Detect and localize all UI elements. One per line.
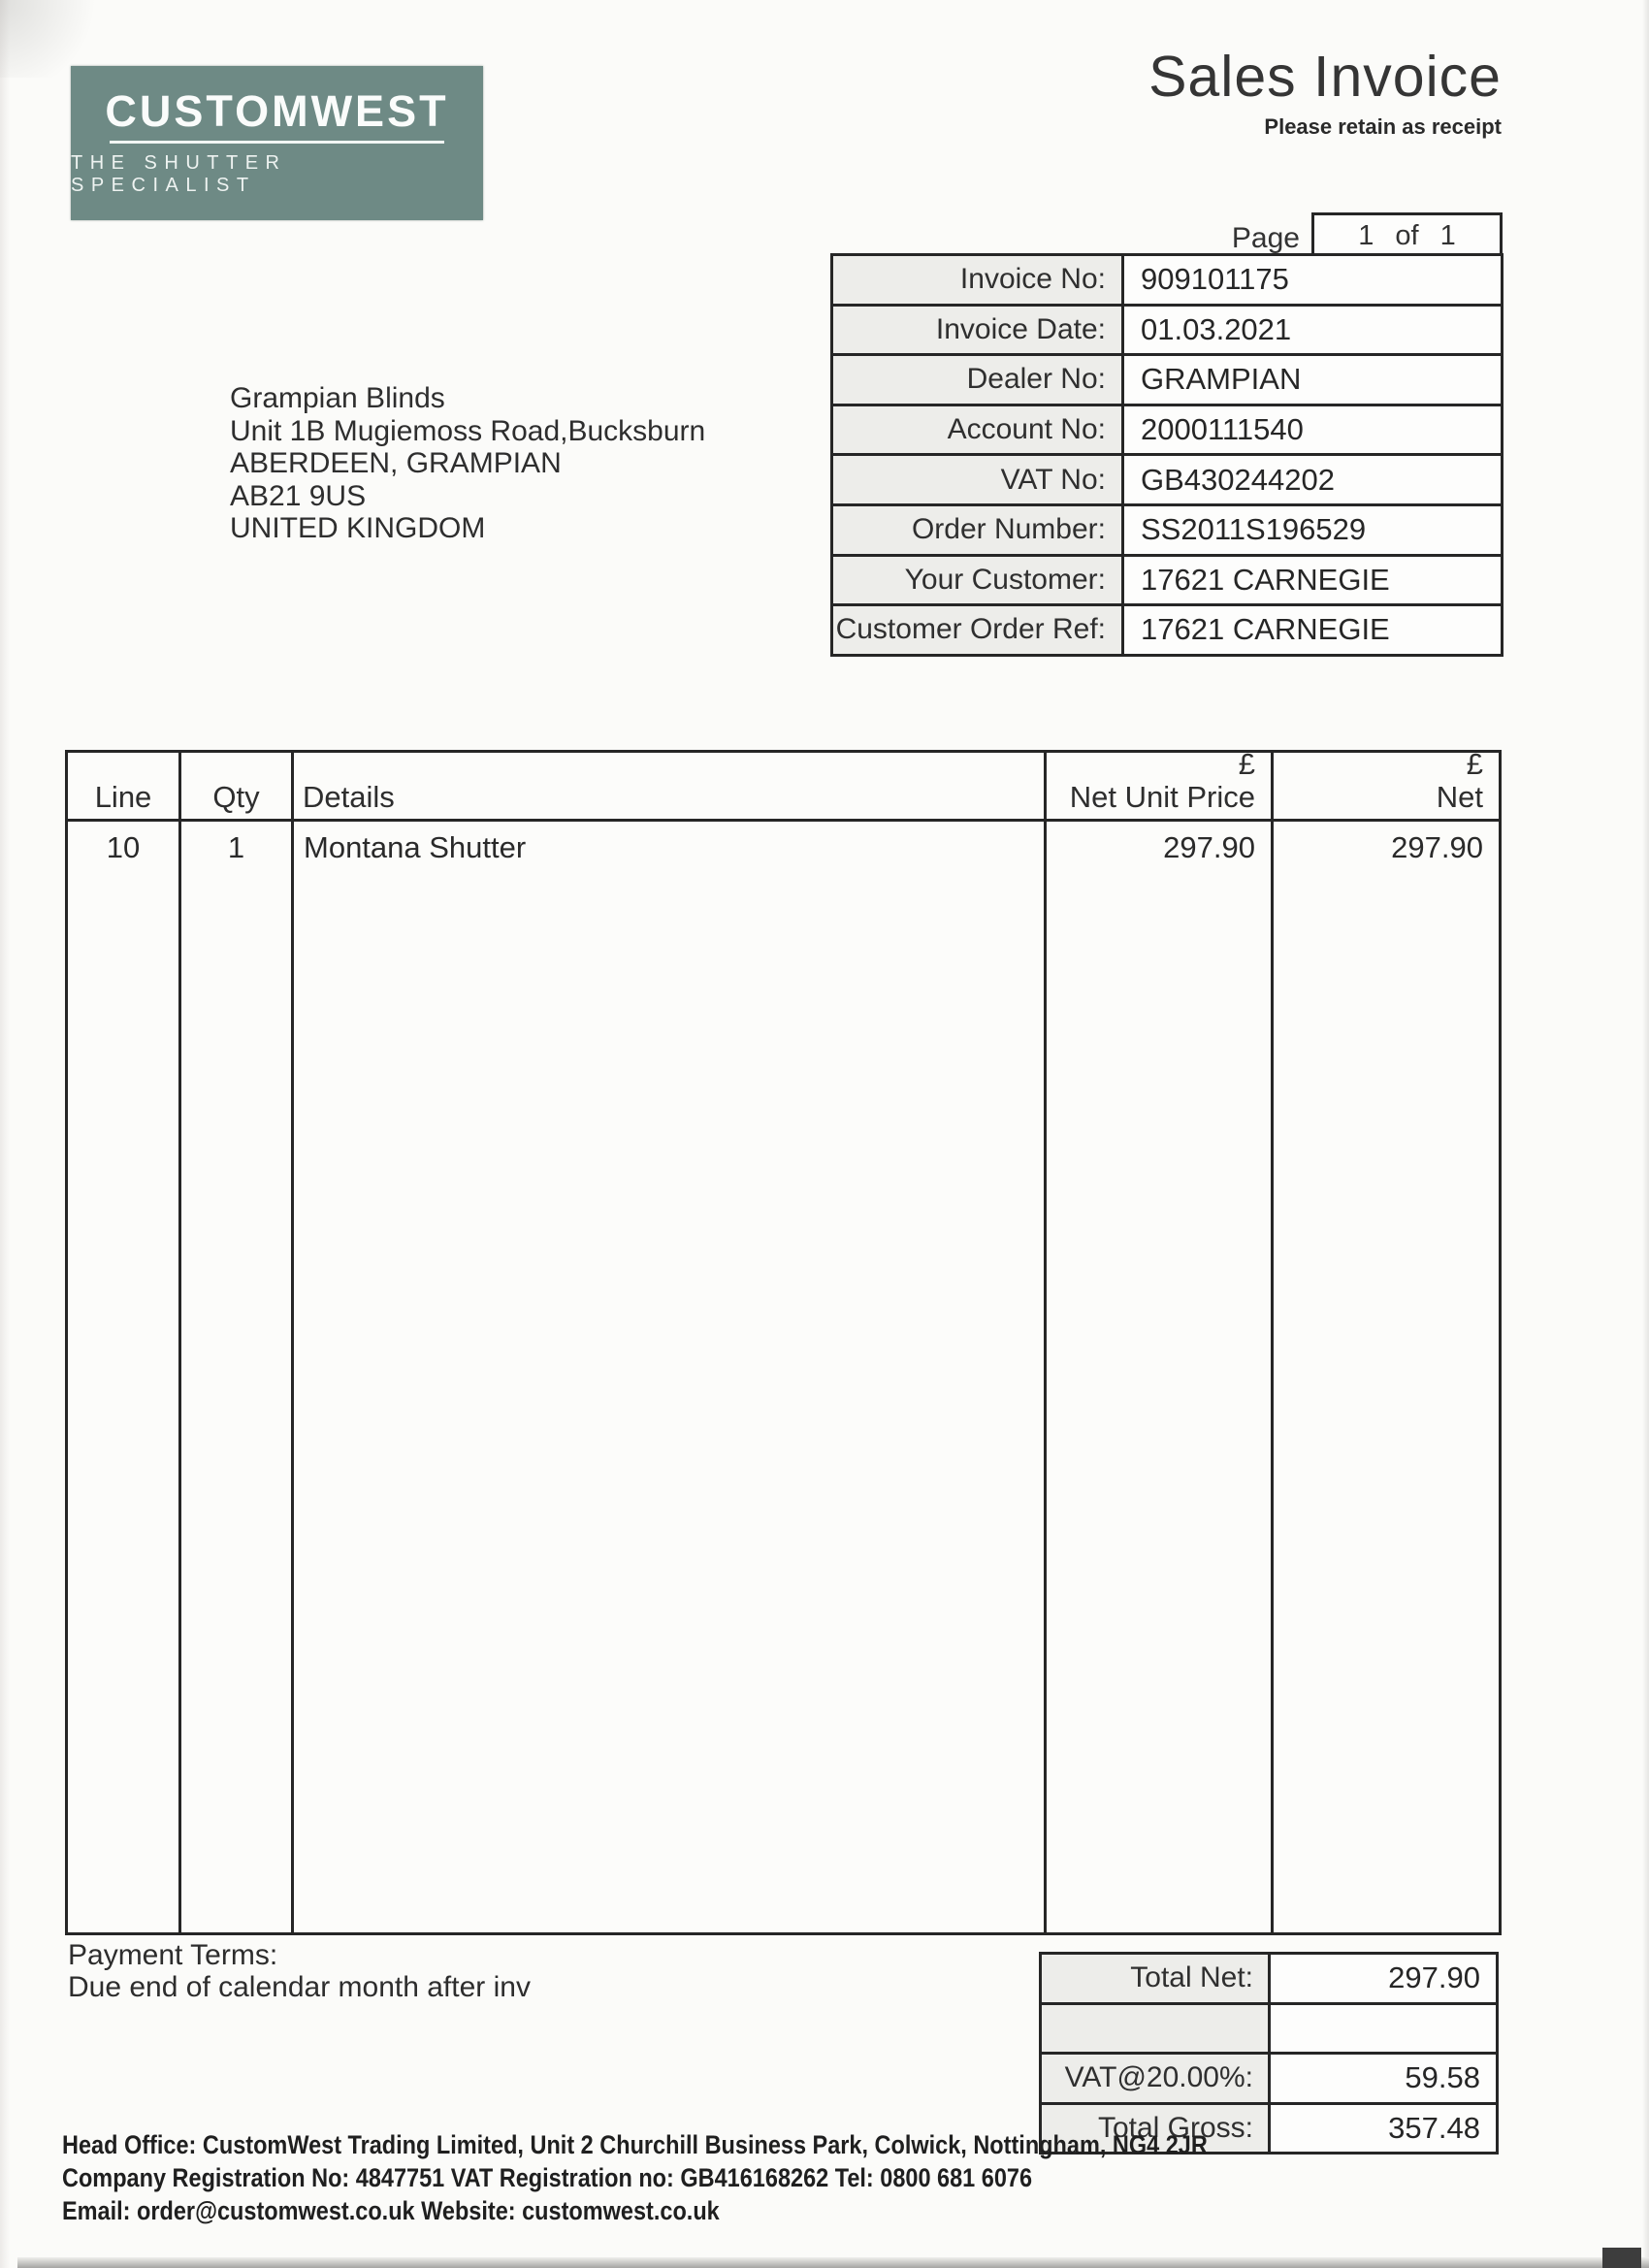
- meta-value: SS2011S196529: [1123, 504, 1503, 555]
- meta-value: 01.03.2021: [1123, 305, 1503, 355]
- title-block: [1148, 47, 1502, 140]
- meta-label: Invoice No:: [832, 255, 1123, 306]
- recipient-postcode: AB21 9US: [230, 479, 367, 512]
- column-header-line: Line: [68, 753, 181, 819]
- table-row: [1041, 1954, 1498, 2004]
- column-header-net: [1274, 747, 1499, 819]
- scan-edge-right: [1642, 0, 1649, 2268]
- item-net-unit-price: 297.90: [1047, 822, 1274, 1932]
- table-row: [832, 455, 1503, 505]
- recipient-name: Grampian Blinds: [230, 382, 445, 414]
- meta-label: Your Customer:: [832, 555, 1123, 605]
- table-row: [832, 355, 1503, 405]
- meta-value: 17621 CARNEGIE: [1123, 605, 1503, 656]
- vat-value: 59.58: [1270, 2054, 1498, 2104]
- recipient-address: [230, 382, 705, 545]
- meta-value: 909101175: [1123, 255, 1503, 306]
- table-row: [1041, 2054, 1498, 2104]
- total-net-value: 297.90: [1270, 1954, 1498, 2004]
- table-row: [832, 405, 1503, 455]
- meta-label: Customer Order Ref:: [832, 605, 1123, 656]
- meta-value: 17621 CARNEGIE: [1123, 555, 1503, 605]
- table-row: [1041, 2003, 1498, 2054]
- item-details: Montana Shutter: [294, 822, 1047, 1932]
- total-net-label: Total Net:: [1041, 1954, 1270, 2004]
- item-qty: 1: [181, 822, 294, 1932]
- item-net: 297.90: [1391, 830, 1483, 864]
- company-logo: [71, 66, 483, 220]
- table-row: [832, 555, 1503, 605]
- column-header-qty: Qty: [181, 753, 294, 819]
- column-header-details: Details: [294, 753, 1047, 819]
- page-label: Page: [1231, 222, 1300, 254]
- total-gross-value: 357.48: [1270, 2103, 1498, 2154]
- logo-name: CUSTOMWEST: [105, 86, 449, 136]
- currency-symbol: £: [1466, 747, 1483, 781]
- page-number: 1: [1358, 220, 1374, 251]
- column-header-label: Net Unit Price: [1069, 780, 1255, 814]
- table-row: [832, 605, 1503, 656]
- total-gross-label: Total Gross:: [1041, 2103, 1270, 2154]
- vat-label: VAT@20.00%:: [1041, 2054, 1270, 2104]
- page-of-label: of: [1395, 220, 1419, 251]
- meta-value: 2000111540: [1123, 405, 1503, 455]
- meta-label: Order Number:: [832, 504, 1123, 555]
- payment-terms: [68, 1939, 531, 2003]
- recipient-street: Unit 1B Mugiemoss Road,Bucksburn: [230, 414, 706, 447]
- meta-label: Invoice Date:: [832, 305, 1123, 355]
- recipient-city: ABERDEEN, GRAMPIAN: [230, 447, 562, 479]
- scan-edge-left: [0, 0, 10, 2268]
- meta-value: GB430244202: [1123, 455, 1503, 505]
- table-row: [832, 255, 1503, 306]
- scan-mark-bottom-right: [1602, 2248, 1641, 2268]
- meta-label: Dealer No:: [832, 355, 1123, 405]
- payment-terms-label: Payment Terms:: [68, 1939, 278, 1971]
- line-items-header: [68, 747, 1499, 822]
- document-subtitle: Please retain as receipt: [1264, 114, 1502, 139]
- meta-label: VAT No:: [832, 455, 1123, 505]
- currency-symbol: £: [1238, 747, 1255, 781]
- footer-contact: Email: order@customwest.co.uk Website: customwest.co.uk: [62, 2196, 720, 2225]
- recipient-country: UNITED KINGDOM: [230, 512, 486, 544]
- logo-divider: [110, 141, 444, 144]
- totals-empty-value: [1270, 2003, 1498, 2054]
- meta-value: GRAMPIAN: [1123, 355, 1503, 405]
- table-row: [832, 504, 1503, 555]
- footer: [62, 2128, 1378, 2227]
- meta-label: Account No:: [832, 405, 1123, 455]
- logo-tagline: THE SHUTTER SPECIALIST: [71, 152, 287, 196]
- column-header-net-unit-price: [1047, 747, 1274, 819]
- invoice-meta-table: [830, 253, 1504, 657]
- column-header-label: Net: [1436, 780, 1483, 814]
- line-items-body: [68, 822, 1499, 1932]
- totals-empty-label: [1041, 2003, 1270, 2054]
- footer-head-office: Head Office: CustomWest Trading Limited, Unit 2 Churchill Business Park, Colwick, Nottingham, NG4 2JR: [62, 2130, 1208, 2159]
- item-line-number: 10: [68, 822, 181, 1932]
- scan-strip-bottom: [17, 2257, 1649, 2268]
- totals-table: [1039, 1952, 1499, 2155]
- page-total: 1: [1439, 220, 1456, 251]
- table-row: [832, 305, 1503, 355]
- line-items-table: [65, 747, 1502, 1935]
- footer-registration: Company Registration No: 4847751 VAT Registration no: GB416168262 Tel: 0800 681 6076: [62, 2163, 1033, 2192]
- payment-terms-text: Due end of calendar month after inv: [68, 1971, 531, 2003]
- document-title: Sales Invoice: [1148, 45, 1502, 109]
